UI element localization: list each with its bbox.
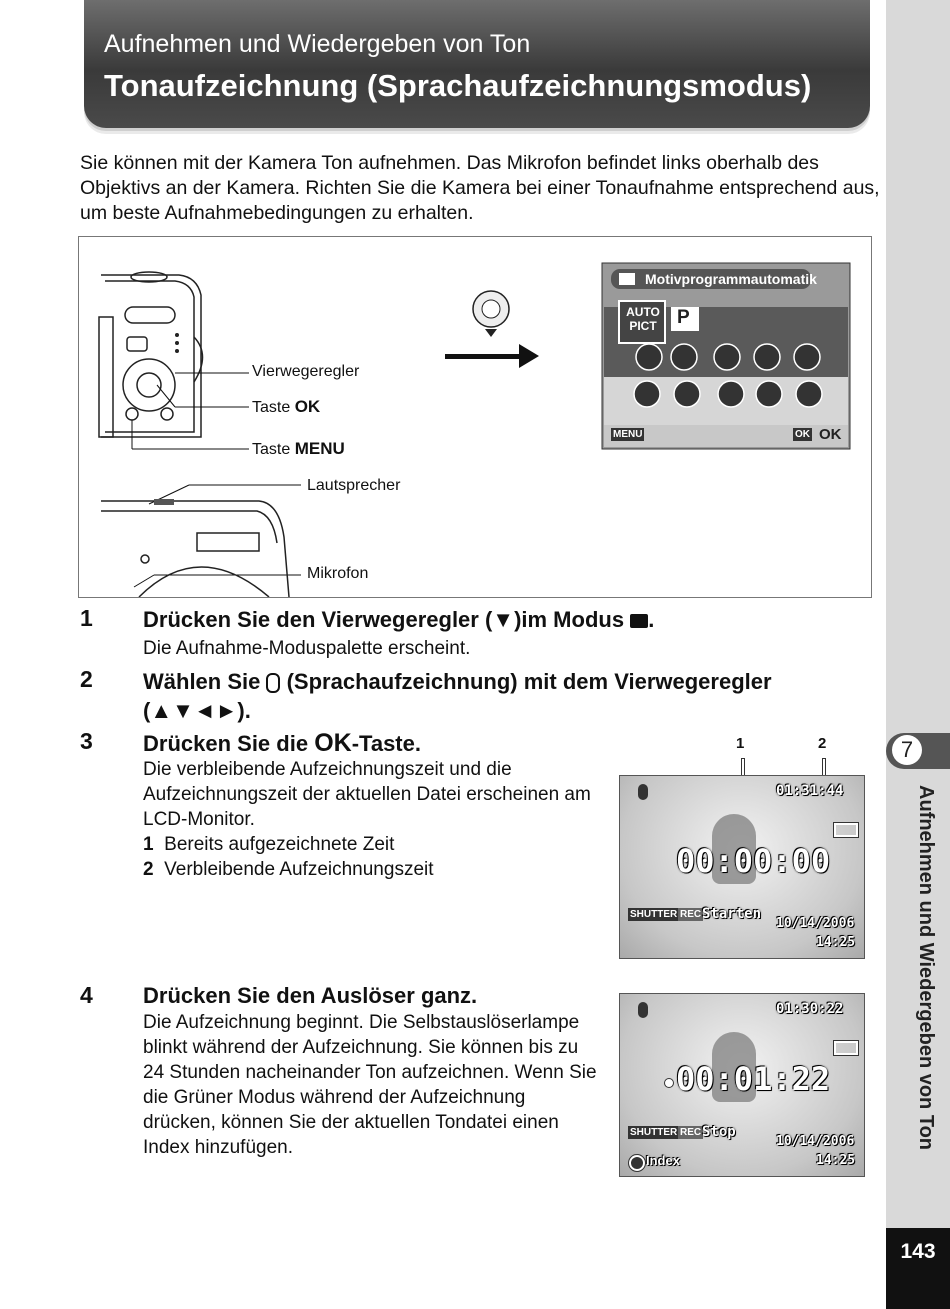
elapsed-time: 00:01:22	[676, 1060, 831, 1098]
ok-text: OK	[819, 426, 842, 443]
lcd2-date: 10/14/2006	[776, 1134, 855, 1149]
intro-paragraph: Sie können mit der Kamera Ton aufnehmen. Das Mikrofon befindet links oberhalb des Objektivs an der Kamera. Richten Sie die Kamera bei einer Tonaufnahme entsprechend aus, um beste Aufnahmebedingungen zu erhalten.	[80, 152, 880, 224]
step-3-item-2	[143, 857, 434, 882]
step-3-title	[143, 729, 421, 758]
battery-icon	[834, 823, 858, 837]
lcd-screen-ready	[619, 775, 865, 959]
remaining-time: 01:30:22	[776, 1001, 844, 1017]
menu-chip: MENU	[613, 429, 643, 440]
step-2-title	[143, 667, 873, 725]
lcd2-time: 14:25	[816, 1153, 856, 1168]
voice-mode-icon	[638, 784, 648, 800]
battery-icon	[834, 1041, 858, 1055]
step-3-desc: Die verbleibende Aufzeichnungszeit und die Aufzeichnungszeit der aktuellen Datei erscheinen am LCD-Monitor.	[143, 759, 591, 830]
voice-mode-icon	[638, 1002, 648, 1018]
camera-diagram	[79, 237, 871, 597]
step-3-number: 3	[80, 728, 93, 754]
recording-dot-icon	[664, 1078, 674, 1088]
callout-ok	[252, 397, 320, 417]
rec-chip: REC	[680, 1127, 702, 1138]
lcd-screen-recording	[619, 993, 865, 1177]
callout-menu-prefix: Taste	[252, 441, 291, 458]
step-2-number: 2	[80, 666, 93, 692]
index-button-icon	[629, 1155, 645, 1171]
remaining-time: 01:31:44	[776, 783, 844, 799]
chapter-number: 7	[892, 735, 922, 765]
step-4-title: Drücken Sie den Auslöser ganz.	[143, 983, 478, 1008]
microphone-icon	[266, 673, 280, 693]
index-label: Index	[646, 1153, 680, 1168]
auto-pict-label: AUTO PICT	[626, 305, 660, 333]
elapsed-time: 00:00:00	[676, 842, 831, 880]
step-1-title: Drücken Sie den Vierwegeregler (▼)im Modus .	[143, 607, 655, 632]
step-4-number: 4	[80, 982, 93, 1008]
callout-ok-key: OK	[294, 397, 321, 416]
page-number: 143	[900, 1240, 936, 1263]
ok-key-label: OK	[314, 729, 352, 757]
program-mode-label: P	[677, 307, 690, 328]
camera-illustration	[78, 236, 872, 598]
step-1-desc: Die Aufnahme-Moduspalette erscheint.	[143, 638, 471, 659]
callout-menu	[252, 439, 345, 459]
callout-four-way: Vierwegeregler	[252, 363, 360, 380]
screen-label-1: 1	[736, 735, 745, 752]
start-label: Starten	[702, 906, 762, 922]
step-3-title-b: -Taste.	[351, 731, 421, 756]
page-header	[84, 0, 870, 128]
palette-title: Motivprogrammautomatik	[645, 271, 817, 287]
item-1-number: 1	[143, 834, 154, 855]
page-title: Tonaufzeichnung (Sprachaufzeichnungsmodus)	[104, 68, 812, 103]
four-way-controller-icon	[473, 291, 509, 337]
step-3-title-a: Drücken Sie die	[143, 731, 309, 756]
item-2-text: Verbleibende Aufzeichnungszeit	[164, 859, 434, 880]
step-2-title-b: (Sprachaufzeichnung) mit dem Vierwegeregler	[286, 669, 772, 694]
callout-menu-key: MENU	[294, 439, 345, 458]
item-1-text: Bereits aufgezeichnete Zeit	[164, 834, 395, 855]
lcd1-date: 10/14/2006	[776, 916, 855, 931]
step-3-item-1	[143, 832, 394, 857]
chapter-label: Aufnehmen und Wiedergeben von Ton	[915, 785, 937, 1150]
chapter-badge	[886, 733, 950, 769]
callout-ok-prefix: Taste	[252, 399, 291, 416]
stop-label: Stop	[702, 1124, 736, 1140]
screen-label-2: 2	[818, 735, 827, 752]
step-1-number: 1	[80, 605, 93, 631]
callout-speaker: Lautsprecher	[307, 477, 401, 494]
step-1-title-text: Drücken Sie den Vierwegeregler (▼)im Modus	[143, 607, 625, 632]
step-2-title-c: (▲▼◄►).	[143, 698, 251, 723]
callout-mic: Mikrofon	[307, 565, 369, 582]
camera-mode-icon	[630, 614, 648, 628]
rec-chip: REC	[680, 909, 702, 920]
header-subtitle: Aufnehmen und Wiedergeben von Ton	[104, 30, 531, 58]
ok-chip: OK	[795, 429, 810, 440]
lcd1-time: 14:25	[816, 935, 856, 950]
shutter-chip: SHUTTER	[630, 1127, 678, 1138]
shutter-chip: SHUTTER	[630, 909, 678, 920]
step-4-desc: Die Aufzeichnung beginnt. Die Selbstauslöserlampe blinkt während der Aufzeichnung. Sie können bis zu 24 Stunden nacheinander Ton aufzeichnen. Wenn Sie die Grüner Modus während der Aufzeichnung drücken, können Sie der aktuellen Tondatei einen Index hinzufügen.	[143, 1012, 597, 1158]
mode-palette-screen	[602, 263, 850, 449]
step-2-title-a: Wählen Sie	[143, 669, 261, 694]
item-2-number: 2	[143, 859, 154, 880]
